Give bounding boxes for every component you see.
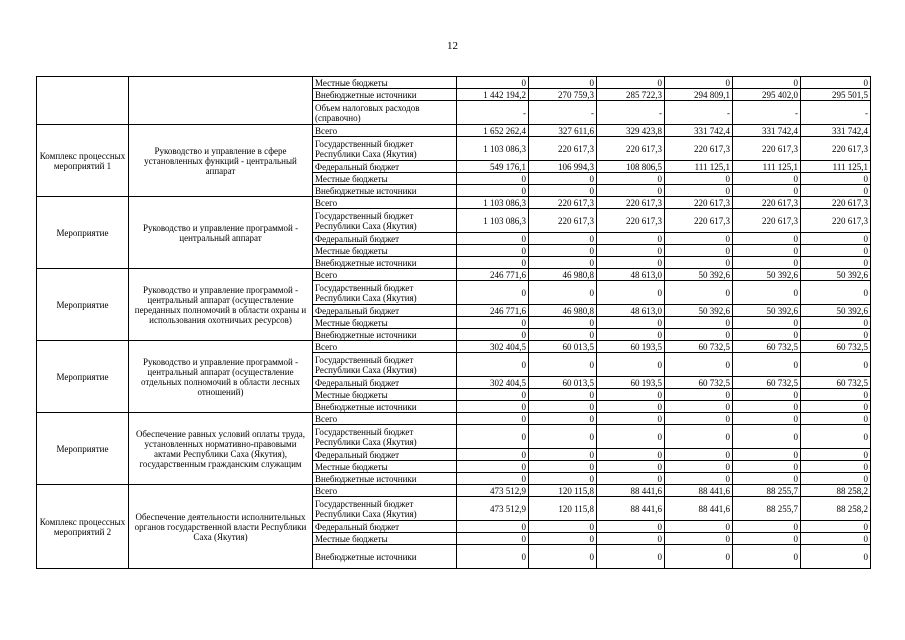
year-value-cell: 0 <box>665 317 733 329</box>
year-value-cell: 0 <box>597 77 665 89</box>
funding-source-cell: Местные бюджеты <box>313 245 457 257</box>
year-value-cell: 220 617,3 <box>801 209 871 233</box>
year-value-cell: 331 742,4 <box>801 125 871 137</box>
year-value-cell: 0 <box>597 461 665 473</box>
year-value-cell: 88 441,6 <box>665 485 733 497</box>
total-value-cell: 0 <box>457 329 529 341</box>
total-value-cell: 0 <box>457 353 529 377</box>
year-value-cell: 0 <box>529 257 597 269</box>
year-value-cell: 0 <box>597 185 665 197</box>
funding-source-cell: Федеральный бюджет <box>313 305 457 317</box>
table-row <box>37 77 871 89</box>
year-value-cell: 0 <box>597 401 665 413</box>
funding-source-cell: Всего <box>313 341 457 353</box>
year-value-cell: 0 <box>733 233 801 245</box>
year-value-cell: 0 <box>665 425 733 449</box>
funding-source-cell: Государственный бюджет Республики Саха (Якутия) <box>313 137 457 161</box>
year-value-cell: 0 <box>597 281 665 305</box>
year-value-cell: 0 <box>733 473 801 485</box>
activity-type-cell: Мероприятие <box>37 269 129 341</box>
activity-type-cell <box>37 77 129 125</box>
total-value-cell: 1 652 262,4 <box>457 125 529 137</box>
activity-type-cell: Мероприятие <box>37 341 129 413</box>
total-value-cell: 0 <box>457 233 529 245</box>
year-value-cell: 0 <box>597 449 665 461</box>
funding-source-cell: Местные бюджеты <box>313 317 457 329</box>
year-value-cell: 0 <box>733 533 801 545</box>
year-value-cell: 50 392,6 <box>665 305 733 317</box>
year-value-cell: 331 742,4 <box>665 125 733 137</box>
year-value-cell: 0 <box>665 449 733 461</box>
total-value-cell: 0 <box>457 425 529 449</box>
year-value-cell: 60 732,5 <box>801 341 871 353</box>
total-value-cell: 302 404,5 <box>457 341 529 353</box>
total-value-cell: 0 <box>457 389 529 401</box>
year-value-cell: 60 732,5 <box>733 377 801 389</box>
year-value-cell: 0 <box>665 245 733 257</box>
year-value-cell: 0 <box>665 389 733 401</box>
year-value-cell: 0 <box>597 533 665 545</box>
funding-source-cell: Государственный бюджет Республики Саха (Якутия) <box>313 425 457 449</box>
year-value-cell: 220 617,3 <box>529 209 597 233</box>
total-value-cell: 0 <box>457 461 529 473</box>
year-value-cell: 88 441,6 <box>597 485 665 497</box>
year-value-cell: 0 <box>733 425 801 449</box>
year-value-cell: 0 <box>597 317 665 329</box>
year-value-cell: 0 <box>733 329 801 341</box>
year-value-cell: 60 013,5 <box>529 377 597 389</box>
year-value-cell: 50 392,6 <box>665 269 733 281</box>
year-value-cell: 220 617,3 <box>733 209 801 233</box>
year-value-cell: 327 611,6 <box>529 125 597 137</box>
total-value-cell: 302 404,5 <box>457 377 529 389</box>
year-value-cell: 0 <box>801 413 871 425</box>
total-value-cell: 0 <box>457 449 529 461</box>
year-value-cell: 0 <box>665 77 733 89</box>
year-value-cell: 0 <box>733 353 801 377</box>
year-value-cell: 0 <box>733 461 801 473</box>
year-value-cell: 0 <box>597 233 665 245</box>
funding-source-cell: Государственный бюджет Республики Саха (Якутия) <box>313 281 457 305</box>
year-value-cell: 0 <box>801 461 871 473</box>
year-value-cell: - <box>801 101 871 125</box>
year-value-cell: 294 809,1 <box>665 89 733 101</box>
activity-name-cell: Руководство и управление в сфере установленных функций - центральный аппарат <box>129 125 313 197</box>
total-value-cell: 1 103 086,3 <box>457 209 529 233</box>
year-value-cell: 0 <box>801 329 871 341</box>
year-value-cell: 60 732,5 <box>665 341 733 353</box>
year-value-cell: 0 <box>529 401 597 413</box>
year-value-cell: 60 732,5 <box>665 377 733 389</box>
total-value-cell: 0 <box>457 281 529 305</box>
year-value-cell: 220 617,3 <box>665 137 733 161</box>
year-value-cell: 0 <box>665 173 733 185</box>
table-row <box>37 125 871 137</box>
total-value-cell: 0 <box>457 317 529 329</box>
year-value-cell: 50 392,6 <box>801 269 871 281</box>
year-value-cell: 0 <box>733 317 801 329</box>
total-value-cell: 0 <box>457 173 529 185</box>
year-value-cell: 0 <box>597 473 665 485</box>
year-value-cell: 0 <box>733 401 801 413</box>
year-value-cell: 0 <box>665 401 733 413</box>
year-value-cell: 50 392,6 <box>733 269 801 281</box>
page-number: 12 <box>447 40 458 52</box>
year-value-cell: 0 <box>801 401 871 413</box>
year-value-cell: 0 <box>801 449 871 461</box>
total-value-cell: - <box>457 101 529 125</box>
total-value-cell: 0 <box>457 533 529 545</box>
year-value-cell: 0 <box>733 173 801 185</box>
year-value-cell: 0 <box>801 425 871 449</box>
year-value-cell: 0 <box>529 533 597 545</box>
activity-name-cell: Обеспечение деятельности исполнительных органов государственной власти Республики Саха (Якутия) <box>129 485 313 569</box>
year-value-cell: 111 125,1 <box>801 161 871 173</box>
year-value-cell: 0 <box>597 245 665 257</box>
funding-source-cell: Внебюджетные источники <box>313 473 457 485</box>
total-value-cell: 0 <box>457 413 529 425</box>
year-value-cell: 88 441,6 <box>665 497 733 521</box>
activity-name-cell: Руководство и управление программой - центральный аппарат (осуществление отдельных полномочий в области лесных отношений) <box>129 341 313 413</box>
year-value-cell: 0 <box>529 173 597 185</box>
total-value-cell: 1 103 086,3 <box>457 197 529 209</box>
funding-source-cell: Всего <box>313 269 457 281</box>
year-value-cell: 0 <box>733 257 801 269</box>
year-value-cell: 0 <box>529 281 597 305</box>
year-value-cell: 220 617,3 <box>529 197 597 209</box>
year-value-cell: 0 <box>597 173 665 185</box>
budget-table-body <box>37 77 871 569</box>
year-value-cell: 0 <box>801 521 871 533</box>
year-value-cell: 0 <box>801 389 871 401</box>
year-value-cell: 0 <box>801 257 871 269</box>
table-row <box>37 341 871 353</box>
year-value-cell: 106 994,3 <box>529 161 597 173</box>
total-value-cell: 0 <box>457 545 529 569</box>
year-value-cell: 0 <box>597 353 665 377</box>
year-value-cell: 0 <box>733 389 801 401</box>
year-value-cell: - <box>733 101 801 125</box>
activity-name-cell <box>129 77 313 125</box>
funding-source-cell: Федеральный бюджет <box>313 449 457 461</box>
year-value-cell: 0 <box>801 473 871 485</box>
total-value-cell: 246 771,6 <box>457 269 529 281</box>
year-value-cell: 0 <box>665 461 733 473</box>
year-value-cell: 270 759,3 <box>529 89 597 101</box>
year-value-cell: 0 <box>665 257 733 269</box>
year-value-cell: 60 732,5 <box>801 377 871 389</box>
year-value-cell: 0 <box>665 353 733 377</box>
year-value-cell: 0 <box>801 185 871 197</box>
year-value-cell: 0 <box>529 425 597 449</box>
year-value-cell: 88 255,7 <box>733 485 801 497</box>
funding-source-cell: Федеральный бюджет <box>313 521 457 533</box>
activity-type-cell: Мероприятие <box>37 197 129 269</box>
year-value-cell: 46 980,8 <box>529 305 597 317</box>
year-value-cell: 0 <box>733 245 801 257</box>
year-value-cell: 0 <box>529 449 597 461</box>
year-value-cell: 60 193,5 <box>597 377 665 389</box>
total-value-cell: 0 <box>457 521 529 533</box>
year-value-cell: 0 <box>665 281 733 305</box>
total-value-cell: 0 <box>457 257 529 269</box>
funding-source-cell: Внебюджетные источники <box>313 89 457 101</box>
year-value-cell: 60 193,5 <box>597 341 665 353</box>
year-value-cell: 220 617,3 <box>665 209 733 233</box>
table-row <box>37 413 871 425</box>
year-value-cell: 0 <box>529 77 597 89</box>
funding-source-cell: Внебюджетные источники <box>313 545 457 569</box>
activity-name-cell: Руководство и управление программой - центральный аппарат <box>129 197 313 269</box>
budget-table <box>36 76 871 569</box>
year-value-cell: 88 255,7 <box>733 497 801 521</box>
year-value-cell: 0 <box>801 245 871 257</box>
year-value-cell: 0 <box>597 425 665 449</box>
year-value-cell: 0 <box>597 413 665 425</box>
year-value-cell: 120 115,8 <box>529 485 597 497</box>
funding-source-cell: Государственный бюджет Республики Саха (Якутия) <box>313 497 457 521</box>
year-value-cell: 0 <box>529 245 597 257</box>
funding-source-cell: Государственный бюджет Республики Саха (Якутия) <box>313 353 457 377</box>
year-value-cell: 0 <box>597 329 665 341</box>
year-value-cell: 0 <box>529 473 597 485</box>
year-value-cell: 331 742,4 <box>733 125 801 137</box>
funding-source-cell: Местные бюджеты <box>313 533 457 545</box>
year-value-cell: 0 <box>665 545 733 569</box>
year-value-cell: 220 617,3 <box>801 197 871 209</box>
funding-source-cell: Всего <box>313 125 457 137</box>
total-value-cell: 549 176,1 <box>457 161 529 173</box>
table-row <box>37 485 871 497</box>
year-value-cell: 0 <box>801 317 871 329</box>
total-value-cell: 0 <box>457 401 529 413</box>
year-value-cell: 0 <box>665 521 733 533</box>
funding-source-cell: Всего <box>313 485 457 497</box>
year-value-cell: - <box>529 101 597 125</box>
year-value-cell: 0 <box>597 545 665 569</box>
year-value-cell: 0 <box>801 233 871 245</box>
funding-source-cell: Местные бюджеты <box>313 389 457 401</box>
year-value-cell: 220 617,3 <box>597 197 665 209</box>
year-value-cell: 108 806,5 <box>597 161 665 173</box>
year-value-cell: 60 732,5 <box>733 341 801 353</box>
year-value-cell: 48 613,0 <box>597 269 665 281</box>
year-value-cell: 0 <box>733 185 801 197</box>
funding-source-cell: Внебюджетные источники <box>313 185 457 197</box>
funding-source-cell: Внебюджетные источники <box>313 401 457 413</box>
year-value-cell: 0 <box>733 281 801 305</box>
year-value-cell: 120 115,8 <box>529 497 597 521</box>
year-value-cell: 295 501,5 <box>801 89 871 101</box>
total-value-cell: 1 103 086,3 <box>457 137 529 161</box>
funding-source-cell: Местные бюджеты <box>313 173 457 185</box>
year-value-cell: 295 402,0 <box>733 89 801 101</box>
year-value-cell: 0 <box>801 353 871 377</box>
year-value-cell: - <box>665 101 733 125</box>
year-value-cell: 0 <box>665 473 733 485</box>
total-value-cell: 473 512,9 <box>457 497 529 521</box>
year-value-cell: 220 617,3 <box>665 197 733 209</box>
table-row <box>37 197 871 209</box>
total-value-cell: 0 <box>457 245 529 257</box>
year-value-cell: 0 <box>597 257 665 269</box>
activity-name-cell: Обеспечение равных условий оплаты труда, установленных нормативно-правовыми актами Республики Саха (Якутия), государственным гражданским служащим <box>129 413 313 485</box>
year-value-cell: 111 125,1 <box>665 161 733 173</box>
year-value-cell: 46 980,8 <box>529 269 597 281</box>
year-value-cell: 220 617,3 <box>597 137 665 161</box>
year-value-cell: 0 <box>529 413 597 425</box>
funding-source-cell: Местные бюджеты <box>313 77 457 89</box>
activity-type-cell: Комплекс процессных мероприятий 1 <box>37 125 129 197</box>
year-value-cell: 0 <box>733 545 801 569</box>
year-value-cell: 220 617,3 <box>733 137 801 161</box>
funding-source-cell: Федеральный бюджет <box>313 161 457 173</box>
activity-type-cell: Комплекс процессных мероприятий 2 <box>37 485 129 569</box>
year-value-cell: 50 392,6 <box>733 305 801 317</box>
year-value-cell: 0 <box>665 533 733 545</box>
funding-source-cell: Внебюджетные источники <box>313 257 457 269</box>
funding-source-cell: Внебюджетные источники <box>313 329 457 341</box>
activity-type-cell: Мероприятие <box>37 413 129 485</box>
year-value-cell: 111 125,1 <box>733 161 801 173</box>
year-value-cell: 0 <box>665 329 733 341</box>
year-value-cell: 220 617,3 <box>733 197 801 209</box>
year-value-cell: 0 <box>529 329 597 341</box>
total-value-cell: 1 442 194,2 <box>457 89 529 101</box>
funding-source-cell: Федеральный бюджет <box>313 233 457 245</box>
year-value-cell: 0 <box>733 77 801 89</box>
funding-source-cell: Объем налоговых расходов (справочно) <box>313 101 457 125</box>
year-value-cell: 0 <box>801 173 871 185</box>
year-value-cell: 0 <box>733 449 801 461</box>
funding-source-cell: Государственный бюджет Республики Саха (Якутия) <box>313 209 457 233</box>
year-value-cell: 0 <box>801 77 871 89</box>
year-value-cell: 220 617,3 <box>801 137 871 161</box>
year-value-cell: 88 258,2 <box>801 497 871 521</box>
year-value-cell: - <box>597 101 665 125</box>
total-value-cell: 246 771,6 <box>457 305 529 317</box>
year-value-cell: 48 613,0 <box>597 305 665 317</box>
year-value-cell: 0 <box>597 521 665 533</box>
year-value-cell: 0 <box>665 185 733 197</box>
activity-name-cell: Руководство и управление программой - центральный аппарат (осуществление переданных полномочий в области охраны и использования охотничьих ресурсов) <box>129 269 313 341</box>
year-value-cell: 88 441,6 <box>597 497 665 521</box>
year-value-cell: 60 013,5 <box>529 341 597 353</box>
year-value-cell: 0 <box>733 413 801 425</box>
year-value-cell: 0 <box>529 545 597 569</box>
year-value-cell: 0 <box>529 521 597 533</box>
total-value-cell: 473 512,9 <box>457 485 529 497</box>
year-value-cell: 0 <box>801 281 871 305</box>
year-value-cell: 0 <box>529 185 597 197</box>
year-value-cell: 0 <box>665 233 733 245</box>
year-value-cell: 0 <box>801 533 871 545</box>
total-value-cell: 0 <box>457 185 529 197</box>
year-value-cell: 88 258,2 <box>801 485 871 497</box>
year-value-cell: 0 <box>529 461 597 473</box>
funding-source-cell: Федеральный бюджет <box>313 377 457 389</box>
year-value-cell: 50 392,6 <box>801 305 871 317</box>
year-value-cell: 0 <box>529 389 597 401</box>
year-value-cell: 0 <box>529 233 597 245</box>
funding-source-cell: Всего <box>313 197 457 209</box>
year-value-cell: 220 617,3 <box>529 137 597 161</box>
year-value-cell: 285 722,3 <box>597 89 665 101</box>
funding-source-cell: Местные бюджеты <box>313 461 457 473</box>
total-value-cell: 0 <box>457 473 529 485</box>
year-value-cell: 0 <box>733 521 801 533</box>
year-value-cell: 0 <box>665 413 733 425</box>
year-value-cell: 329 423,8 <box>597 125 665 137</box>
table-row <box>37 269 871 281</box>
year-value-cell: 0 <box>597 389 665 401</box>
funding-source-cell: Всего <box>313 413 457 425</box>
year-value-cell: 0 <box>529 353 597 377</box>
total-value-cell: 0 <box>457 77 529 89</box>
year-value-cell: 0 <box>801 545 871 569</box>
year-value-cell: 0 <box>529 317 597 329</box>
year-value-cell: 220 617,3 <box>597 209 665 233</box>
